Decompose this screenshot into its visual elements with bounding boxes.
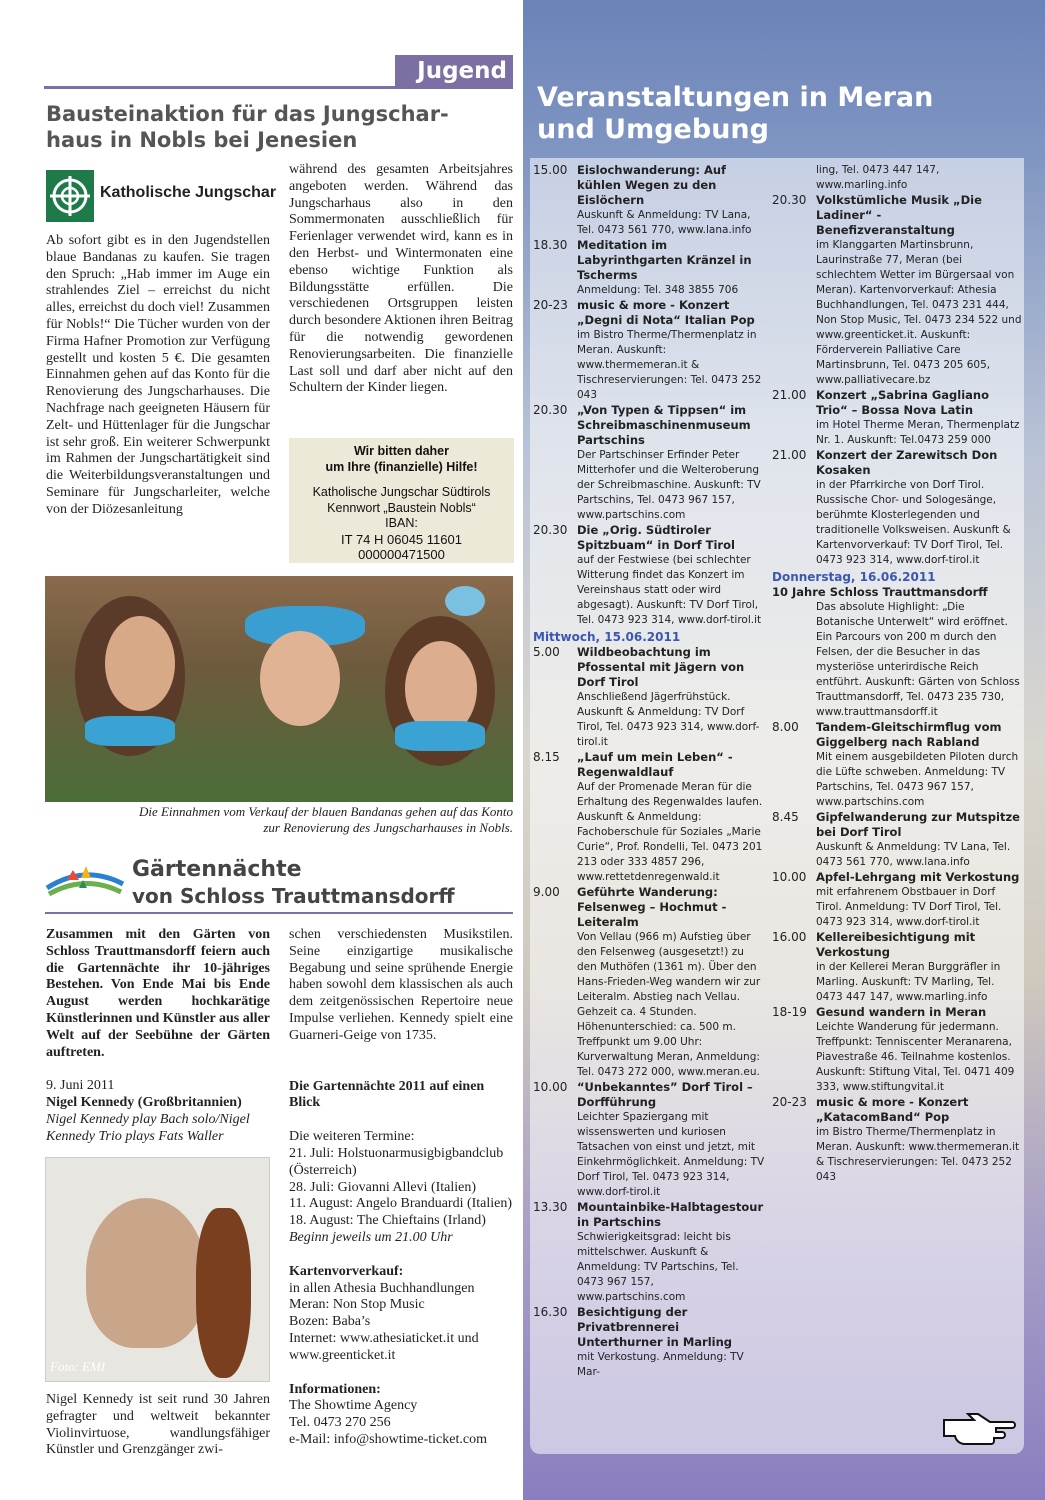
gartennaechte-continued: schen verschiedensten Musikstilen. Seine einzigartige musikalische Begabung und seine sprühende Energie haben sowohl dem klassischen als auch dem zeitgenössischen Repertoire neue Impulse verliehen. Kennedy spielt eine Guarneri-Geige von 1735. bbox=[289, 927, 513, 1043]
event-time: 20.30 bbox=[772, 193, 807, 207]
events-title-line-2: und Umgebung bbox=[537, 114, 769, 145]
event-details: mit erfahrenem Obstbauer in Dorf Tirol. Anmeldung: TV Dorf Tirol, Tel. 0473 923 314, www.dorf-tirol.it bbox=[816, 886, 1002, 928]
gartennaechte-title bbox=[132, 857, 512, 909]
event-title: Apfel-Lehrgang mit Verkostung bbox=[816, 870, 1020, 884]
event-time: 8.45 bbox=[772, 810, 799, 824]
photo-credit: Foto: EMI bbox=[50, 1359, 106, 1374]
gartennaechte-logo-icon bbox=[45, 858, 125, 904]
event-item bbox=[772, 388, 1022, 448]
gartennaechte-title-line-2: von Schloss Trauttmansdorff bbox=[132, 884, 455, 908]
gartennaechte-title-line-1: Gärtennächte bbox=[132, 857, 302, 882]
concert-artist: Nigel Kennedy (Großbritannien) bbox=[46, 1095, 242, 1111]
event-title: “Unbekanntes” Dorf Tirol – Dorfführung bbox=[577, 1080, 753, 1109]
event-title: Die „Orig. Südtiroler Spitzbuam“ in Dorf Tirol bbox=[577, 523, 735, 552]
events-column-2 bbox=[772, 163, 1022, 1185]
event-details: im Klanggarten Martinsbrunn, Laurinstraße 77, Meran (bei schlechtem Wetter im Bürgersaal von Meran). Kartenvorverkauf: Athesia Buchhandlungen, Tel. 0473 231 444, Non Stop Music, Tel. 0473 234 522 und www.greenticket.it. Auskunft: Förderverein Palliative Care Martinsbrunn, Tel. 0473 205 605, www.palliativecare.bz bbox=[816, 239, 1022, 386]
donation-heading-1: Wir bitten daher bbox=[353, 444, 450, 458]
jungschar-logo bbox=[46, 170, 277, 222]
article-title-line-1: Bausteinaktion für das Jungschar- bbox=[46, 102, 449, 126]
event-title: „Lauf um mein Leben“ - Regenwaldlauf bbox=[577, 750, 733, 779]
event-title: Wildbeobachtung im Pfossental mit Jägern von Dorf Tirol bbox=[577, 645, 745, 689]
donation-keyword: Kennwort „Baustein Nobls“ bbox=[327, 500, 476, 515]
event-time: 20-23 bbox=[772, 1095, 807, 1109]
donation-iban: IT 74 H 06045 11601 000000471500 bbox=[341, 531, 462, 562]
events-column-1 bbox=[533, 163, 765, 1380]
event-time: 20.30 bbox=[533, 403, 568, 417]
event-item bbox=[533, 238, 765, 298]
concert-program: Nigel Kennedy play Bach solo/Nigel Kennedy Trio plays Fats Waller bbox=[46, 1111, 250, 1144]
event-time: 16.30 bbox=[533, 1305, 568, 1319]
event-title: Gesund wandern in Meran bbox=[816, 1005, 987, 1019]
event-details: Von Vellau (966 m) Aufstieg über den Felsenweg (ausgesetzt!) zu den Muthöfen (1361 m). Über den Hans-Frieden-Weg wandern wir zur Leiteralm. Abstieg nach Vellau. Gehzeit ca. 4 Stunden. Höhenunterschied: ca. 500 m. Treffpunkt um 9.00 Uhr: Kurverwaltung Meran, Anmeldung: Tel. 0473 272 000, www.meran.eu. bbox=[577, 931, 761, 1078]
kartenvorverkauf-line: Internet: www.athesiaticket.it und bbox=[289, 1330, 479, 1346]
event-item bbox=[533, 163, 765, 238]
event-details: im Hotel Therme Meran, Thermenplatz Nr. 1. Auskunft: Tel.0473 259 000 bbox=[816, 419, 1020, 446]
termine-item: 28. Juli: Giovanni Allevi (Italien) bbox=[289, 1179, 477, 1195]
event-item bbox=[533, 885, 765, 1080]
event-title: 10 Jahre Schloss Trauttmansdorff bbox=[772, 585, 988, 599]
kartenvorverkauf-line: in allen Athesia Buchhandlungen bbox=[289, 1280, 475, 1296]
informationen-line: The Showtime Agency bbox=[289, 1398, 418, 1414]
event-item bbox=[772, 720, 1022, 810]
gartennaechte-intro: Zusammen mit den Gärten von Schloss Trauttmansdorff feiern auch die Gartennächte ihr 10-jähriges Bestehen. Von Ende Mai bis Ende August werden hochkarätige Künstlerinnen und Künstler aus aller Welt auf der Seebühne der Gärten auftreten. bbox=[46, 927, 270, 1060]
event-time: 20-23 bbox=[533, 298, 568, 312]
event-details: Auskunft & Anmeldung: TV Lana, Tel. 0473 561 770, www.lana.info bbox=[816, 841, 1011, 868]
event-time: 15.00 bbox=[533, 163, 568, 177]
event-title: music & more - Konzert „Degni di Nota“ Italian Pop bbox=[577, 298, 755, 327]
jungschar-logo-icon bbox=[46, 170, 94, 222]
event-item bbox=[772, 810, 1022, 870]
event-time: 18-19 bbox=[772, 1005, 807, 1019]
event-details: Mit einem ausgebildeten Piloten durch die Lüfte schweben. Anmeldung: TV Partschins, Tel. 0473 967 157, www.partschins.com bbox=[816, 751, 1019, 808]
event-title: Besichtigung der Privatbrennerei Unterthurner in Marling bbox=[577, 1305, 733, 1349]
event-title: Meditation im Labyrinthgarten Kränzel in Tscherms bbox=[577, 238, 752, 282]
event-details: Anmeldung: Tel. 348 3855 706 bbox=[577, 284, 739, 296]
event-item bbox=[772, 1005, 1022, 1095]
event-item bbox=[772, 930, 1022, 1005]
event-details: in der Pfarrkirche von Dorf Tirol. Russische Chor- und Sologesänge, berühmte Klosterlegenden und traditionelle Volksweisen. Auskunft & Kartenvorverkauf: TV Dorf Tirol, Tel. 0473 923 314, www.dorf-tirol.it bbox=[816, 479, 1011, 566]
events-title bbox=[537, 82, 1037, 146]
event-details: mit Verkostung. Anmeldung: TV Mar- bbox=[577, 1351, 744, 1378]
section-rule bbox=[44, 86, 513, 89]
event-time: 10.00 bbox=[533, 1080, 568, 1094]
event-item bbox=[772, 1095, 1022, 1185]
event-item bbox=[772, 870, 1022, 930]
event-time: 21.00 bbox=[772, 448, 807, 462]
event-details: Leichter Spaziergang mit wissenswerten und kuriosen Tatsachen von einst und jetzt, mit Einkehrmöglichkeit. Anmeldung: TV Dorf Tirol, Tel. 0473 923 314, www.dorf-tirol.it bbox=[577, 1111, 765, 1198]
event-time: 20.30 bbox=[533, 523, 568, 537]
event-title: Volkstümliche Musik „Die Ladiner“ - Benefizveranstaltung bbox=[816, 193, 982, 237]
termine-item: 18. August: The Chieftains (Irland) bbox=[289, 1213, 486, 1229]
event-details: im Bistro Therme/Thermenplatz in Meran. Auskunft: www.thermemeran.it & Tischreservierungen: Tel. 0473 252 043 bbox=[577, 329, 762, 401]
day-heading: Mittwoch, 15.06.2011 bbox=[533, 630, 681, 644]
event-title: Gipfelwanderung zur Mutspitze bei Dorf Tirol bbox=[816, 810, 1020, 839]
event-details: Schwierigkeitsgrad: leicht bis mittelschwer. Auskunft & Anmeldung: TV Partschins, Tel. 0473 967 157, www.partschins.com bbox=[577, 1231, 739, 1303]
event-item bbox=[533, 1080, 765, 1200]
informationen-line: Tel. 0473 270 256 bbox=[289, 1415, 391, 1431]
informationen-line: e-Mail: info@showtime-ticket.com bbox=[289, 1431, 487, 1447]
donation-box bbox=[289, 438, 514, 563]
event-item bbox=[533, 523, 765, 628]
event-item bbox=[533, 298, 765, 403]
gartennaechte-column-1 bbox=[46, 927, 270, 1146]
event-details: Leichte Wanderung für jedermann. Treffpunkt: Tenniscenter Meranarena, Piavestraße 46. Teilnahme kostenlos. Auskunft: Stiftung Vital, Tel. 0471 409 333, www.stiftungvital.it bbox=[816, 1021, 1015, 1093]
event-time: 10.00 bbox=[772, 870, 807, 884]
event-title: „Von Typen & Tippsen“ im Schreibmaschinenmuseum Partschins bbox=[577, 403, 751, 447]
nigel-kennedy-photo bbox=[45, 1157, 270, 1382]
article-column-1: Ab sofort gibt es in den Jugendstellen blaue Bandanas zu kaufen. Sie tragen den Spruch: „Hab immer im Auge ein strahlendes Ziel – erreichst du nicht alles, erreichst du doch viel! Zusammen für Nobls!“ Die Tücher wurden von der Firma Hafner Promotion zur Verfügung gestellt und kosten 5 €. Die gesamten Einnahmen gehen auf das Konto für die Renovierung des Jungscharhauses. Die Nachfrage nach geeigneten Häusern für Zelt- und Hüttenlager für die Jungschar ist sehr groß. Ein weiterer Schwerpunkt im Rahmen der Jungschartätigkeit sind die Weiterbildungsveranstaltungen und Seminare für Jungscharleiter, welche von der Diözesanleitung bbox=[46, 233, 270, 517]
termine-item: 11. August: Angelo Branduardi (Italien) bbox=[289, 1196, 513, 1212]
donation-iban-label: IBAN: bbox=[385, 516, 418, 530]
event-time: 8.00 bbox=[772, 720, 799, 734]
event-title: music & more - Konzert „KatacomBand“ Pop bbox=[816, 1095, 969, 1124]
kartenvorverkauf-line: Meran: Non Stop Music bbox=[289, 1297, 425, 1313]
kartenvorverkauf-line: Bozen: Baba’s bbox=[289, 1314, 371, 1330]
event-title: Konzert der Zarewitsch Don Kosaken bbox=[816, 448, 998, 477]
event-title: Eislochwanderung: Auf kühlen Wegen zu den Eislöchern bbox=[577, 163, 727, 207]
termine-label: Die weiteren Termine: bbox=[289, 1129, 415, 1145]
gartennaechte-blick-title: Die Gartennächte 2011 auf einen Blick bbox=[289, 1078, 485, 1111]
event-item bbox=[533, 1200, 765, 1305]
photo-caption-line-1: Die Einnahmen vom Verkauf der blauen Bandanas gehen auf das Konto bbox=[138, 804, 513, 819]
section-label: Jugend bbox=[395, 55, 513, 87]
event-time: 16.00 bbox=[772, 930, 807, 944]
event-details: Auf der Promenade Meran für die Erhaltung des Regenwaldes laufen. Auskunft & Anmeldung: Fachoberschule für Soziales „Marie Curie“, Prof. Rondelli, Tel. 0473 201 213 oder 333 4857 296, www.rettetdenregenwald.it bbox=[577, 781, 763, 883]
gartennaechte-column-2 bbox=[289, 927, 513, 1449]
photo-caption bbox=[45, 804, 513, 836]
concert-date: 9. Juni 2011 bbox=[46, 1078, 115, 1094]
event-title: Kellereibesichtigung mit Verkostung bbox=[816, 930, 976, 959]
event-time: 18.30 bbox=[533, 238, 568, 252]
events-title-line-1: Veranstaltungen in Meran bbox=[537, 82, 934, 113]
nigel-bio: Nigel Kennedy ist seit rund 30 Jahren gefragter und weltweit bekannter Violinvirtuose, wandlungsfähiger Künstler und Grenzgänger zwi- bbox=[46, 1392, 270, 1458]
termine-item: 21. Juli: Holstuonarmusigbigbandclub (Österreich) bbox=[289, 1145, 504, 1178]
donation-recipient: Katholische Jungschar Südtirols bbox=[312, 485, 491, 499]
event-item bbox=[772, 448, 1022, 568]
kartenvorverkauf-line: www.greenticket.it bbox=[289, 1347, 396, 1363]
event-item bbox=[533, 1305, 765, 1380]
event-title: Mountainbike-Halbtagestour in Partschins bbox=[577, 1200, 764, 1229]
event-item bbox=[533, 645, 765, 750]
event-item bbox=[772, 585, 1022, 720]
gartennaechte-rule bbox=[45, 912, 513, 914]
informationen-title: Informationen: bbox=[289, 1381, 381, 1397]
article-title-line-2: haus in Nobls bei Jenesien bbox=[46, 128, 358, 152]
day-heading: Donnerstag, 16.06.2011 bbox=[772, 570, 936, 584]
event-title: Tandem-Gleitschirmflug vom Giggelberg nach Rabland bbox=[816, 720, 1002, 749]
event-title: Konzert „Sabrina Gagliano Trio“ – Bossa Nova Latin bbox=[816, 388, 990, 417]
donation-heading-2: um Ihre (finanzielle) Hilfe! bbox=[325, 459, 478, 474]
event-time: 9.00 bbox=[533, 885, 560, 899]
event-time: 5.00 bbox=[533, 645, 560, 659]
event-details: in der Kellerei Meran Burggräfler in Marling. Auskunft: TV Marling, Tel. 0473 447 147, www.marling.info bbox=[816, 961, 1001, 1003]
event-details: Anschließend Jägerfrühstück. Auskunft & Anmeldung: TV Dorf Tirol, Tel. 0473 923 314, www.dorf-tirol.it bbox=[577, 691, 760, 748]
event-item bbox=[772, 193, 1022, 388]
bandana-photo bbox=[45, 576, 513, 802]
event-details: ling, Tel. 0473 447 147, www.marling.info bbox=[816, 164, 940, 191]
event-time: 13.30 bbox=[533, 1200, 568, 1214]
event-details: auf der Festwiese (bei schlechter Witterung findet das Konzert im Vereinshaus statt oder wird abgesagt). Auskunft: TV Dorf Tirol, Tel. 0473 923 314, www.dorf-tirol.it bbox=[577, 554, 762, 626]
event-details: Das absolute Highlight: „Die Botanische Unterwelt“ wird eröffnet. Ein Parcours von 200 m durch den Felsen, der die Besucher in das mysteriöse unterirdische Reich entführt. Auskunft: Gärten von Schloss Trauttmansdorff, Tel. 0473 235 730, www.trauttmansdorff.it bbox=[816, 601, 1020, 718]
article-column-2: während des gesamten Arbeitsjahres angeboten werden. Während das Jungscharhaus also in den Sommermonaten ausschließlich für Ferienlager verwendet wird, kann es in den Herbst- und Wintermonaten eine ebenso wichtige Funktion als Bildungsstätte erfüllen. Die verschiedenen Ortsgruppen leisten durch besondere Aktionen ihren Beitrag für die notwendig gewordenen Renovierungsarbeiten. Die finanzielle Last soll und darf aber nicht auf den Schultern der Kinder liegen. bbox=[289, 162, 513, 396]
event-item bbox=[533, 750, 765, 885]
event-title: Geführte Wanderung: Felsenweg – Hochmut - Leiteralm bbox=[577, 885, 727, 929]
article-title bbox=[46, 101, 516, 153]
event-time: 8.15 bbox=[533, 750, 560, 764]
photo-caption-line-2: zur Renovierung des Jungscharhauses in Nobls. bbox=[263, 820, 513, 835]
event-details: im Bistro Therme/Thermenplatz in Meran. Auskunft: www.thermemeran.it & Tischreservierungen: Tel. 0473 252 043 bbox=[816, 1126, 1020, 1183]
event-details: Der Partschinser Erfinder Peter Mitterhofer und die Welteroberung der Schreibmaschine. Auskunft: TV Partschins, Tel. 0473 967 157, www.partschins.com bbox=[577, 449, 761, 521]
kartenvorverkauf-title: Kartenvorverkauf: bbox=[289, 1263, 404, 1279]
event-details: Auskunft & Anmeldung: TV Lana, Tel. 0473 561 770, www.lana.info bbox=[577, 209, 752, 236]
termine-begin: Beginn jeweils um 21.00 Uhr bbox=[289, 1229, 453, 1245]
pointing-hand-icon bbox=[940, 1410, 1016, 1446]
jungschar-logo-text: Katholische Jungschar bbox=[100, 184, 277, 201]
event-time: 21.00 bbox=[772, 388, 807, 402]
event-item-continued bbox=[772, 163, 1022, 193]
event-item bbox=[533, 403, 765, 523]
